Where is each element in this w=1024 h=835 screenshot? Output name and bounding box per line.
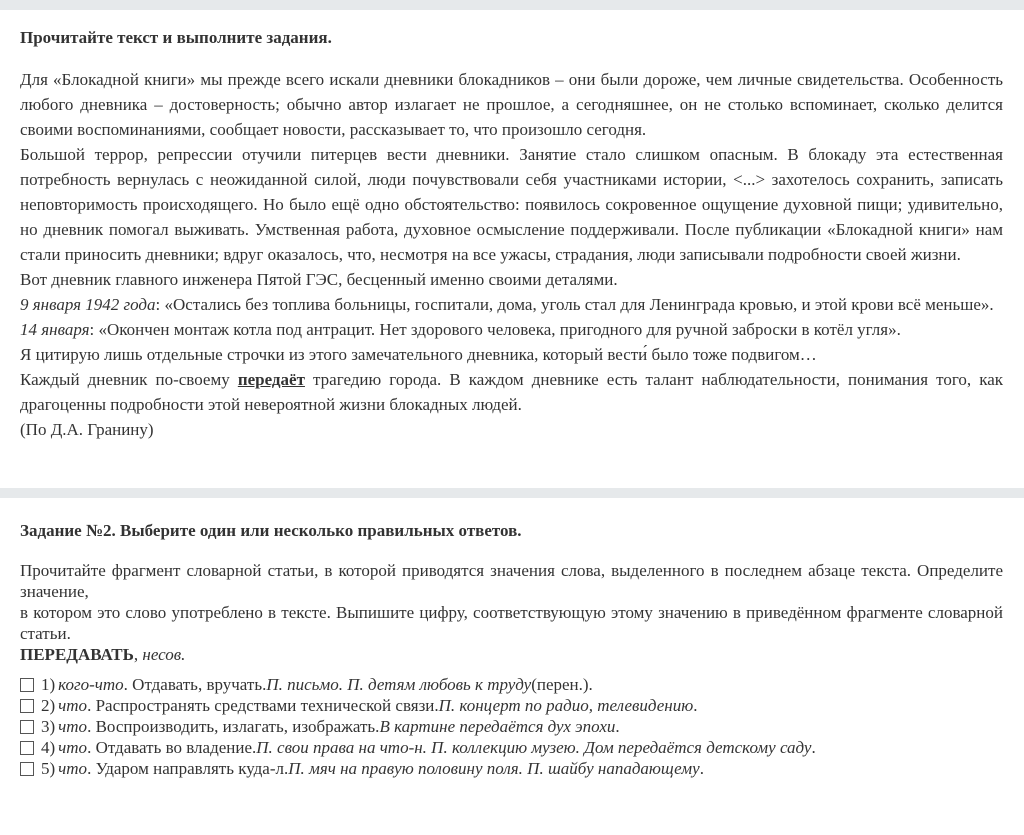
answer-checkbox[interactable] <box>20 678 34 692</box>
option-tail: . <box>811 738 816 757</box>
task-instruction-2: в котором это слово употреблено в тексте. Выпишите цифру, соответствующую этому значению в приведённом фрагменте словарной статьи. <box>20 603 1003 643</box>
option-number: 3) <box>41 717 56 736</box>
paragraph-7-start: Каждый дневник по-своему <box>20 370 238 389</box>
option-example: П. мяч на правую половину поля. П. шайбу нападающему <box>288 759 700 778</box>
diary-date-2: 14 января <box>20 320 90 339</box>
answer-options <box>20 674 1003 779</box>
option-number: 2) <box>41 696 56 715</box>
paragraph-5 <box>20 317 1003 342</box>
answer-option[interactable] <box>20 674 1003 695</box>
dictionary-entry-head <box>20 644 1003 665</box>
option-grammar: кого-что <box>58 675 124 694</box>
option-definition: . Воспроизводить, излагать, изображать. <box>87 717 380 736</box>
answer-option[interactable] <box>20 737 1003 758</box>
option-grammar: что <box>58 759 88 778</box>
paragraph-4 <box>20 292 1003 317</box>
answer-checkbox[interactable] <box>20 762 34 776</box>
entry-pos: несов. <box>142 645 186 664</box>
option-definition: . Распространять средствами технической связи. <box>87 696 439 715</box>
option-tail: . <box>615 717 620 736</box>
task-heading: Задание №2. Выберите один или несколько правильных ответов. <box>20 521 522 540</box>
option-number: 5) <box>41 759 56 778</box>
diary-entry-1: : «Остались без топлива больницы, госпитали, дома, уголь стал для Ленинграда кровью, и этой крови всё меньше». <box>155 295 994 314</box>
paragraph-7-end: трагедию города. В каждом дневнике есть талант наблюдательности, понимания того, как драгоценны подробности этой невероятной жизни блокадных людей. <box>20 370 1003 414</box>
paragraph-1: Для «Блокадной книги» мы прежде всего искали дневники блокадников – они были дороже, чем личные свидетельства. Особенность любого дневника – достоверность; обычно автор излагает не прошлое, а сегодняшнее, он не столько вспоминает, сколько делится своими воспоминаниями, сообщает новости, рассказывает то, что произошло сегодня. <box>20 70 1003 139</box>
task-section <box>0 498 1024 779</box>
option-tail: (перен.). <box>531 675 593 694</box>
answer-option[interactable] <box>20 758 1003 779</box>
option-number: 4) <box>41 738 56 757</box>
source-attribution: (По Д.А. Гранину) <box>20 420 154 439</box>
option-example: П. письмо. П. детям любовь к труду <box>266 675 532 694</box>
reading-heading: Прочитайте текст и выполните задания. <box>20 28 332 47</box>
option-grammar: что <box>58 696 88 715</box>
section-divider <box>0 488 1024 498</box>
option-definition: . Ударом направлять куда-л. <box>87 759 289 778</box>
paragraph-7 <box>20 367 1003 417</box>
highlighted-word: передаёт <box>237 370 305 389</box>
option-example: П. концерт по радио, телевидению <box>438 696 694 715</box>
option-definition: . Отдавать, вручать. <box>123 675 267 694</box>
option-definition: . Отдавать во владение. <box>87 738 257 757</box>
diary-date-1: 9 января 1942 года <box>20 295 156 314</box>
option-number: 1) <box>41 675 56 694</box>
paragraph-2: Большой террор, репрессии отучили питерцев вести дневники. Занятие стало слишком опасным. В блокаду эта естественная потребность вернулась с неожиданной силой, люди почувствовали себя участниками истории, <...> захотелось сохранить, записать неповторимость происходящего. Но было ещё одно обстоятельство: появилось сокровенное ощущение духовной пищи; удивительно, но дневник помогал выживать. Умственная работа, духовное осмысление поддерживали. После публикации «Блокадной книги» нам стали приносить дневники; вдруг оказалось, что, несмотря на все ужасы, страдания, люди записывали подробности своей жизни. <box>20 145 1003 264</box>
option-example: В картине передаётся дух эпохи <box>379 717 616 736</box>
option-tail: . <box>699 759 704 778</box>
option-grammar: что <box>58 717 88 736</box>
entry-word: ПЕРЕДАВАТЬ <box>20 645 134 664</box>
top-divider <box>0 0 1024 10</box>
answer-option[interactable] <box>20 695 1003 716</box>
answer-option[interactable] <box>20 716 1003 737</box>
diary-entry-2: : «Окончен монтаж котла под антрацит. Нет здорового человека, пригодного для ручной заброски в котёл угля». <box>89 320 901 339</box>
answer-checkbox[interactable] <box>20 699 34 713</box>
paragraph-6: Я цитирую лишь отдельные строчки из этого замечательного дневника, который вести́ было тоже подвигом… <box>20 345 817 364</box>
paragraph-3: Вот дневник главного инженера Пятой ГЭС, бесценный именно своими деталями. <box>20 270 618 289</box>
entry-separator: , <box>133 645 143 664</box>
task-instruction-1: Прочитайте фрагмент словарной статьи, в которой приводятся значения слова, выделенного в последнем абзаце текста. Определите значение, <box>20 561 1003 601</box>
option-tail: . <box>693 696 698 715</box>
option-example: П. свои права на что-н. П. коллекцию музею. Дом передаётся детскому саду <box>256 738 812 757</box>
answer-checkbox[interactable] <box>20 720 34 734</box>
reading-text-section <box>0 10 1024 488</box>
option-grammar: что <box>58 738 88 757</box>
answer-checkbox[interactable] <box>20 741 34 755</box>
